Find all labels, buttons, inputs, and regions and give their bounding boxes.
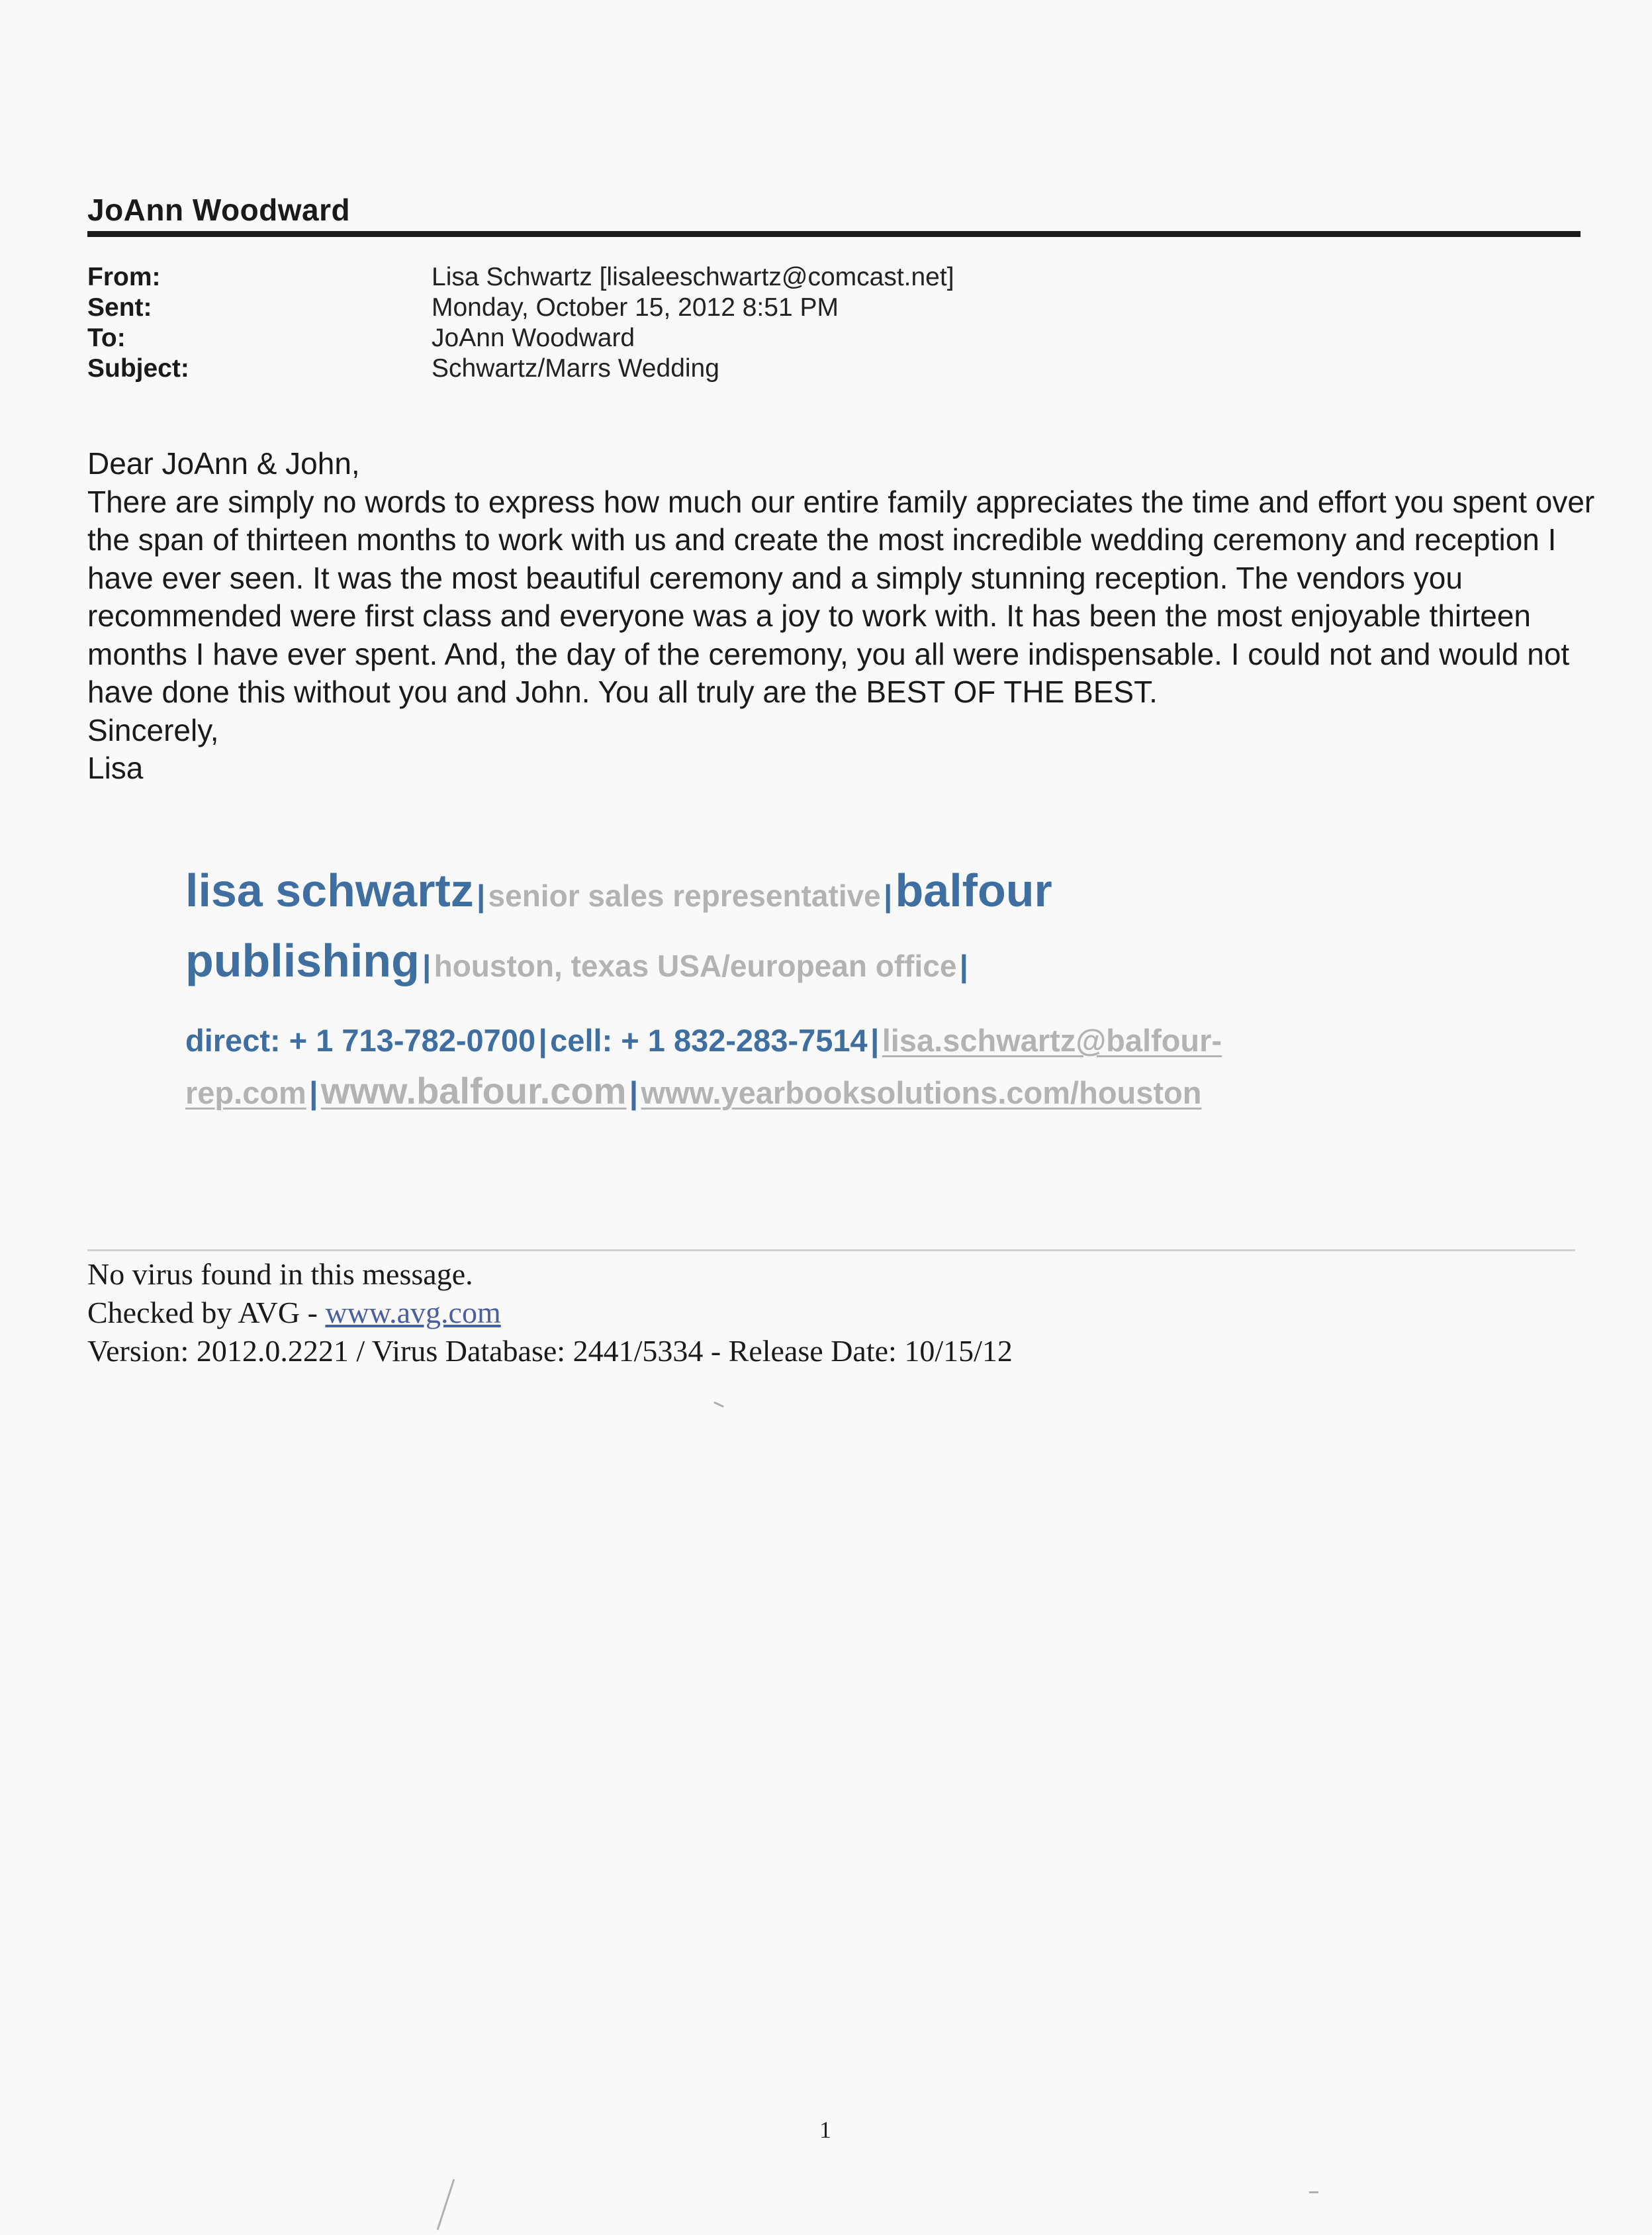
version-line: Version: 2012.0.2221 / Virus Database: 2441/5334 - Release Date: 10/15/12: [87, 1334, 1013, 1368]
checked-by-text: Checked by AVG -: [87, 1296, 326, 1329]
signature-separator: |: [959, 949, 968, 983]
contact-separator: |: [870, 1023, 880, 1058]
meta-to-row: [87, 323, 1581, 354]
signature-separator: |: [477, 879, 486, 913]
owner-name: JoAnn Woodward: [87, 193, 351, 227]
signoff: Lisa: [87, 751, 144, 785]
checked-by-line: [87, 1294, 1411, 1332]
email-link[interactable]: lisa.schwartz@balfour-: [882, 1023, 1222, 1058]
contact-line-2: [185, 1070, 1363, 1122]
signature-separator: |: [884, 879, 893, 913]
contact-separator: |: [538, 1023, 547, 1058]
subject-value: Schwartz/Marrs Wedding: [432, 354, 719, 383]
meta-from-row: [87, 262, 1581, 293]
email-signature: [185, 862, 1363, 1002]
sent-label: Sent:: [87, 293, 152, 322]
meta-subject-row: [87, 354, 1581, 384]
signature-separator: |: [422, 949, 432, 983]
email-owner-header: [87, 189, 1581, 230]
signature-company-part2: publishing: [185, 935, 420, 986]
scan-speck: [713, 1402, 724, 1407]
footer-divider: [87, 1249, 1575, 1251]
from-value: Lisa Schwartz [lisaleeschwartz@comcast.net]: [432, 263, 954, 291]
body-paragraph: There are simply no words to express how much our entire family appreciates the time and effort you spent over the span of thirteen months to work with us and create the most incredible wedding ceremony and reception I have ever seen. It was the most beautiful ceremony and a simply stunning reception. The vendors you recommended were first class and everyone was a joy to work with. It has been the most enjoyable thirteen months I have ever spent. And, the day of the ceremony, you all were indispensable. I could not and would not have done this without you and John. You all truly are the BEST OF THE BEST.: [87, 484, 1595, 709]
greeting: Dear JoAnn & John,: [87, 446, 360, 481]
to-value: JoAnn Woodward: [432, 324, 635, 352]
signature-line-2: [185, 932, 1363, 1002]
avg-link[interactable]: www.avg.com: [325, 1296, 501, 1329]
yearbook-link[interactable]: www.yearbooksolutions.com/houston: [641, 1075, 1202, 1110]
sent-value: Monday, October 15, 2012 8:51 PM: [432, 293, 839, 322]
meta-sent-row: [87, 293, 1581, 323]
scan-speck: [437, 2179, 455, 2230]
subject-label: Subject:: [87, 354, 189, 383]
cell-phone: cell: + 1 832-283-7514: [550, 1023, 868, 1058]
website-link[interactable]: www.balfour.com: [320, 1070, 627, 1112]
signature-title: senior sales representative: [488, 879, 881, 913]
header-rule: [87, 231, 1581, 237]
email-meta: [87, 262, 1581, 384]
contact-line-1: [185, 1020, 1363, 1070]
signature-location: houston, texas USA/european office: [434, 949, 957, 983]
signature-contact: [185, 1020, 1363, 1122]
closing: Sincerely,: [87, 712, 219, 747]
email-body: [87, 445, 1596, 788]
from-label: From:: [87, 263, 161, 291]
antivirus-notice: [87, 1255, 1411, 1370]
signature-line-1: [185, 862, 1363, 932]
direct-phone: direct: + 1 713-782-0700: [185, 1023, 536, 1058]
contact-separator: |: [629, 1075, 639, 1110]
signature-name: lisa schwartz: [185, 865, 474, 916]
contact-separator: |: [309, 1075, 318, 1110]
to-label: To:: [87, 324, 126, 352]
signature-company-part1: balfour: [895, 865, 1052, 916]
email-link-continued[interactable]: rep.com: [185, 1075, 306, 1110]
virus-status: No virus found in this message.: [87, 1257, 473, 1291]
scan-speck: [1309, 2191, 1318, 2193]
page-number: 1: [819, 2116, 831, 2143]
